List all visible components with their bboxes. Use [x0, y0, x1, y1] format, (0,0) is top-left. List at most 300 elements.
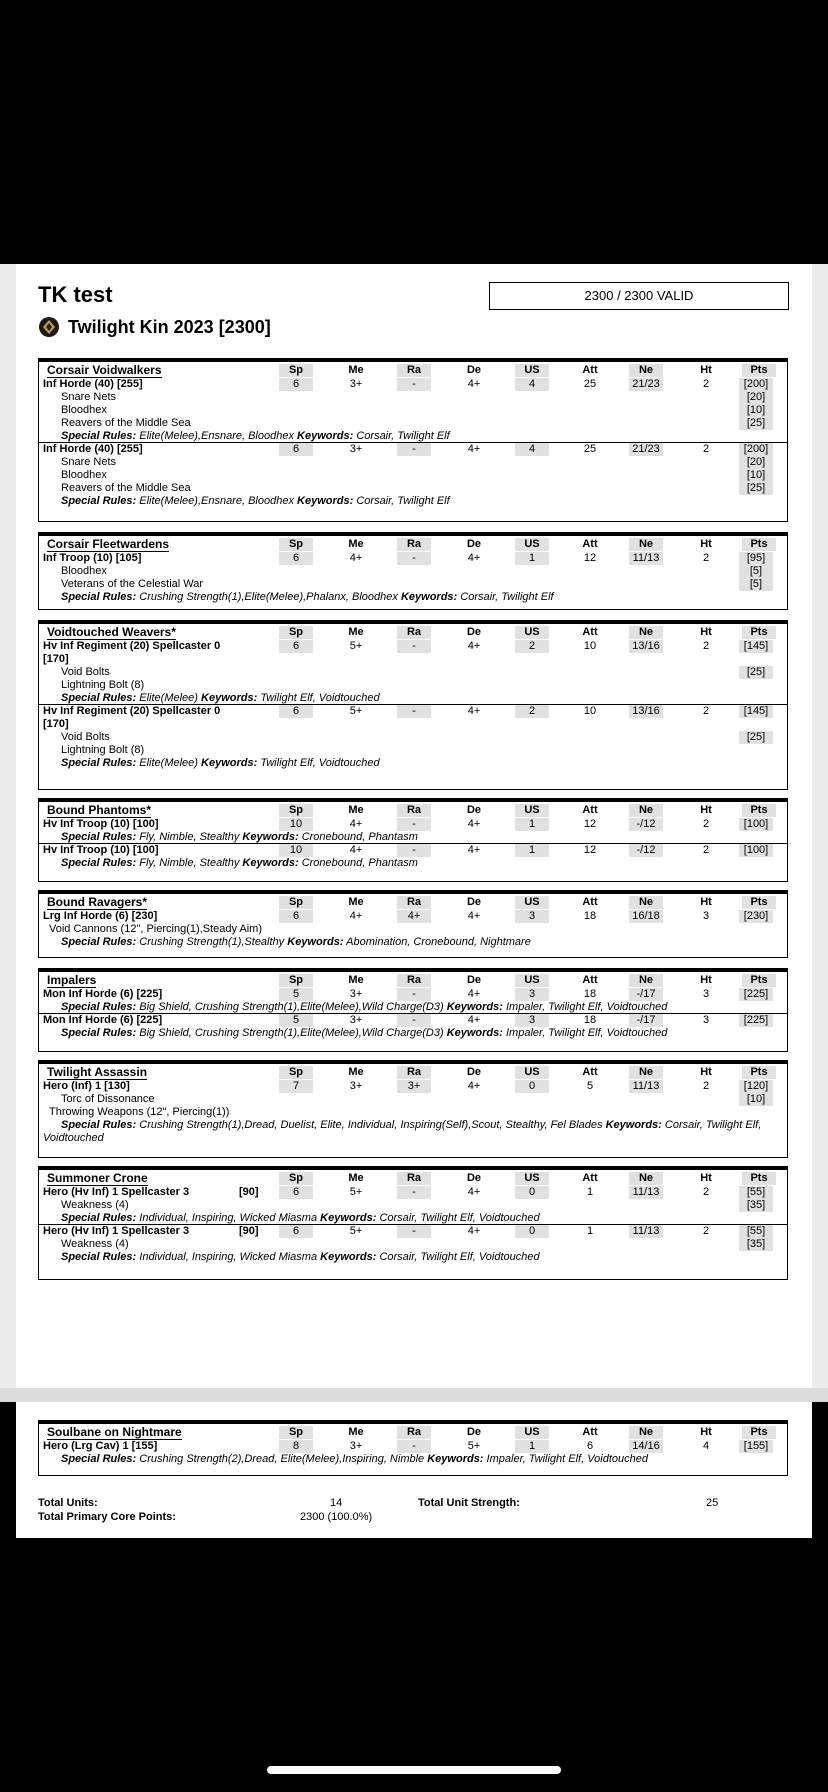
stat-att: 10	[583, 640, 597, 652]
stat-ne: 21/23	[629, 443, 663, 456]
column-header-ra: Ra	[397, 1426, 431, 1439]
column-header-ne: Ne	[629, 364, 663, 377]
keywords-label: Keywords:	[287, 936, 344, 948]
keywords-label: Keywords:	[201, 692, 258, 704]
column-header-de: De	[466, 896, 482, 908]
stat-us: 1	[515, 818, 549, 831]
unit-block	[38, 358, 788, 522]
page-margin-right	[812, 264, 828, 1388]
unit-type: Hero (Lrg Cav) 1 [155]	[43, 1440, 158, 1452]
special-rules-text: Fly, Nimble, Stealthy	[139, 831, 240, 843]
unit-points: [145]	[739, 640, 773, 653]
stat-ra: -	[397, 705, 431, 718]
unit-type-points: [90]	[239, 1186, 259, 1198]
unit-name: Corsair Fleetwardens	[47, 537, 170, 551]
stat-us: 1	[515, 552, 549, 565]
column-header-ht: Ht	[700, 896, 712, 908]
stat-de: 4+	[467, 988, 481, 1000]
column-header-ne: Ne	[629, 1066, 663, 1079]
stat-de: 4+	[467, 443, 481, 455]
stat-me: 3+	[349, 443, 363, 455]
stat-sp: 6	[279, 1225, 313, 1238]
stat-me: 5+	[349, 705, 363, 717]
stat-ne: -/17	[629, 988, 663, 1001]
special-rules-text: Elite(Melee)	[139, 757, 198, 769]
column-header-pts: Pts	[742, 1172, 776, 1185]
stat-sp: 5	[279, 1014, 313, 1027]
stat-ht: 2	[702, 552, 710, 564]
special-rules-label: Special Rules:	[61, 1453, 137, 1465]
column-header-me: Me	[348, 538, 364, 550]
stat-us: 2	[515, 640, 549, 653]
unit-name: Corsair Voidwalkers	[47, 363, 162, 377]
column-header-ra: Ra	[397, 1172, 431, 1185]
special-rules-label: Special Rules:	[61, 831, 137, 843]
column-header-pts: Pts	[742, 974, 776, 987]
weapon-text: Void Cannons (12", Piercing(1),Steady Aim)	[49, 923, 263, 935]
upgrade-points: [25]	[739, 666, 773, 679]
stat-att: 25	[583, 443, 597, 455]
stat-ne: -/12	[629, 818, 663, 831]
stat-de: 4+	[467, 1186, 481, 1198]
upgrade-name: Bloodhex	[61, 469, 107, 481]
page-margin-left	[0, 264, 16, 1388]
keywords-text: Cronebound, Phantasm	[301, 857, 418, 869]
keywords-cont: Voidtouched	[43, 1132, 104, 1144]
stat-att: 12	[583, 844, 597, 856]
keywords-text: Impaler, Twilight Elf, Voidtouched	[506, 1001, 668, 1013]
upgrade-points: [25]	[739, 731, 773, 744]
column-header-sp: Sp	[279, 1172, 313, 1185]
upgrade-name: Torc of Dissonance	[61, 1093, 155, 1105]
unit-points: [95]	[739, 552, 773, 565]
total-units-value: 14	[330, 1497, 343, 1509]
special-rules-text: Big Shield, Crushing Strength(1),Elite(Melee),Wild Charge(D3)	[139, 1001, 444, 1013]
special-rules-text: Elite(Melee)	[139, 692, 198, 704]
unit-type: Hv Inf Regiment (20) Spellcaster 0	[43, 705, 221, 717]
unit-name: Voidtouched Weavers*	[47, 625, 176, 639]
column-header-ra: Ra	[397, 626, 431, 639]
unit-block	[38, 532, 788, 610]
stat-de: 4+	[467, 1225, 481, 1237]
special-rules-label: Special Rules:	[61, 1212, 137, 1224]
stat-me: 3+	[349, 988, 363, 1000]
unit-type: Hero (Inf) 1 [130]	[43, 1080, 130, 1092]
column-header-ra: Ra	[397, 896, 431, 909]
column-header-att: Att	[582, 538, 598, 550]
column-header-pts: Pts	[742, 538, 776, 551]
stat-ne: -/12	[629, 844, 663, 857]
stat-sp: 6	[279, 443, 313, 456]
stat-ne: 11/13	[629, 552, 663, 565]
column-header-sp: Sp	[279, 804, 313, 817]
column-header-us: US	[515, 1172, 549, 1185]
keywords-label: Keywords:	[427, 1453, 484, 1465]
stat-ra: -	[397, 640, 431, 653]
stat-me: 3+	[349, 1080, 363, 1092]
stat-ht: 2	[702, 1186, 710, 1198]
column-header-ht: Ht	[700, 1066, 712, 1078]
column-header-pts: Pts	[742, 1066, 776, 1079]
stat-me: 4+	[349, 818, 363, 830]
special-rules-label: Special Rules:	[61, 495, 137, 507]
special-rules-text: Crushing Strength(2),Dread, Elite(Melee),Inspiring, Nimble	[139, 1453, 425, 1465]
stat-me: 4+	[349, 844, 363, 856]
keywords-text: Corsair, Twilight Elf, Voidtouched	[379, 1212, 540, 1224]
stat-ra: -	[397, 378, 431, 391]
stat-de: 4+	[467, 844, 481, 856]
stat-de: 4+	[467, 818, 481, 830]
unit-type: Lrg Inf Horde (6) [230]	[43, 910, 158, 922]
column-header-ra: Ra	[397, 538, 431, 551]
stat-att: 12	[583, 552, 597, 564]
stat-me: 4+	[349, 552, 363, 564]
stat-ht: 4	[702, 1440, 710, 1452]
column-header-ne: Ne	[629, 626, 663, 639]
special-rules-text: Big Shield, Crushing Strength(1),Elite(Melee),Wild Charge(D3)	[139, 1027, 444, 1039]
stat-us: 0	[515, 1186, 549, 1199]
upgrade-name: Weakness (4)	[61, 1238, 129, 1250]
stat-ra: -	[397, 818, 431, 831]
unit-points: [145]	[739, 705, 773, 718]
unit-points: [230]	[739, 910, 773, 923]
points-status-box: 2300 / 2300 VALID	[489, 282, 789, 310]
column-header-att: Att	[582, 1426, 598, 1438]
upgrade-points: [20]	[739, 391, 773, 404]
unit-block	[38, 1060, 788, 1158]
special-rules-text: Individual, Inspiring, Wicked Miasma	[139, 1212, 318, 1224]
stat-ne: 13/16	[629, 705, 663, 718]
unit-name: Bound Ravagers*	[47, 895, 148, 909]
column-header-sp: Sp	[279, 1066, 313, 1079]
column-header-me: Me	[348, 364, 364, 376]
stat-att: 18	[583, 1014, 597, 1026]
unit-type-points: [90]	[239, 1225, 259, 1237]
unit-points: [225]	[739, 1014, 773, 1027]
special-rules-text: Crushing Strength(1),Stealthy	[139, 936, 285, 948]
column-header-me: Me	[348, 1172, 364, 1184]
unit-points: [155]	[739, 1440, 773, 1453]
stat-de: 4+	[467, 705, 481, 717]
upgrade-name: Bloodhex	[61, 565, 107, 577]
stat-us: 1	[515, 1440, 549, 1453]
upgrade-points: [35]	[739, 1199, 773, 1212]
keywords-label: Keywords:	[297, 430, 354, 442]
stat-us: 0	[515, 1225, 549, 1238]
keywords-text: Corsair, Twilight Elf,	[664, 1119, 762, 1131]
special-rules-text: Elite(Melee),Ensnare, Bloodhex	[139, 495, 294, 507]
column-header-sp: Sp	[279, 974, 313, 987]
keywords-text: Corsair, Twilight Elf	[356, 495, 450, 507]
keywords-text: Impaler, Twilight Elf, Voidtouched	[486, 1453, 648, 1465]
stat-att: 18	[583, 988, 597, 1000]
column-header-us: US	[515, 364, 549, 377]
column-header-me: Me	[348, 804, 364, 816]
stat-ht: 3	[702, 910, 710, 922]
column-header-us: US	[515, 538, 549, 551]
column-header-de: De	[466, 626, 482, 638]
stat-us: 2	[515, 705, 549, 718]
upgrade-name: Veterans of the Celestial War	[61, 578, 204, 590]
unit-block	[38, 798, 788, 882]
column-header-att: Att	[582, 364, 598, 376]
keywords-text: Abomination, Cronebound, Nightmare	[346, 936, 531, 948]
keywords-text: Twilight Elf, Voidtouched	[260, 757, 380, 769]
stat-sp: 6	[279, 552, 313, 565]
stat-ht: 2	[702, 844, 710, 856]
upgrade-points: [25]	[739, 417, 773, 430]
keywords-text: Impaler, Twilight Elf, Voidtouched	[506, 1027, 668, 1039]
column-header-ht: Ht	[700, 538, 712, 550]
column-header-ra: Ra	[397, 364, 431, 377]
column-header-me: Me	[348, 974, 364, 986]
stat-ht: 3	[702, 988, 710, 1000]
keywords-label: Keywords:	[320, 1212, 377, 1224]
unit-type-cont: [170]	[43, 718, 69, 730]
home-indicator[interactable]	[267, 1766, 561, 1774]
unit-name: Bound Phantoms*	[47, 803, 151, 817]
stat-att: 25	[583, 378, 597, 390]
stat-us: 3	[515, 988, 549, 1001]
stat-sp: 10	[279, 818, 313, 831]
column-header-ne: Ne	[629, 1172, 663, 1185]
column-header-pts: Pts	[742, 626, 776, 639]
unit-points: [100]	[739, 818, 773, 831]
column-header-att: Att	[582, 626, 598, 638]
stat-att: 1	[586, 1186, 594, 1198]
stat-sp: 8	[279, 1440, 313, 1453]
keywords-text: Cronebound, Phantasm	[301, 831, 418, 843]
keywords-text: Corsair, Twilight Elf, Voidtouched	[379, 1251, 540, 1263]
total-strength-label: Total Unit Strength:	[418, 1497, 520, 1509]
stat-att: 6	[586, 1440, 594, 1452]
unit-name: Soulbane on Nightmare	[47, 1425, 182, 1439]
column-header-us: US	[515, 974, 549, 987]
keywords-label: Keywords:	[297, 495, 354, 507]
upgrade-name: Snare Nets	[61, 456, 117, 468]
special-rules	[61, 1119, 761, 1132]
upgrade-points: [10]	[739, 1093, 773, 1106]
unit-type: Hv Inf Regiment (20) Spellcaster 0	[43, 640, 221, 652]
column-header-ra: Ra	[397, 974, 431, 987]
column-header-att: Att	[582, 1066, 598, 1078]
stat-ht: 2	[702, 1080, 710, 1092]
upgrade-points: [25]	[739, 482, 773, 495]
stat-me: 5+	[349, 1186, 363, 1198]
upgrade-points: [10]	[739, 404, 773, 417]
keywords-label: Keywords:	[201, 757, 258, 769]
upgrade-name: Void Bolts	[61, 731, 110, 743]
keywords-label: Keywords:	[242, 857, 299, 869]
stat-de: 4+	[467, 552, 481, 564]
stat-me: 3+	[349, 1440, 363, 1452]
special-rules-label: Special Rules:	[61, 857, 137, 869]
stat-ra: -	[397, 1186, 431, 1199]
special-rules	[61, 857, 418, 870]
stat-de: 4+	[467, 1080, 481, 1092]
stat-ne: 11/13	[629, 1080, 663, 1093]
special-rules	[61, 1027, 667, 1040]
column-header-us: US	[515, 896, 549, 909]
keywords-text: Corsair, Twilight Elf	[356, 430, 450, 442]
upgrade-points: [5]	[739, 578, 773, 591]
stat-us: 3	[515, 910, 549, 923]
stat-us: 3	[515, 1014, 549, 1027]
special-rules	[61, 495, 450, 508]
column-header-sp: Sp	[279, 1426, 313, 1439]
special-rules-label: Special Rules:	[61, 757, 137, 769]
unit-type: Hero (Hv Inf) 1 Spellcaster 3	[43, 1225, 190, 1237]
column-header-ht: Ht	[700, 364, 712, 376]
stat-sp: 6	[279, 378, 313, 391]
special-rules-label: Special Rules:	[61, 1119, 137, 1131]
special-rules-label: Special Rules:	[61, 1001, 137, 1013]
special-rules-text: Crushing Strength(1),Elite(Melee),Phalanx, Bloodhex	[139, 591, 398, 603]
column-header-sp: Sp	[279, 364, 313, 377]
special-rules	[61, 1251, 540, 1264]
stat-ht: 2	[702, 1225, 710, 1237]
column-header-de: De	[466, 1426, 482, 1438]
unit-type: Mon Inf Horde (6) [225]	[43, 1014, 163, 1026]
column-header-att: Att	[582, 896, 598, 908]
stat-ra: 4+	[397, 910, 431, 923]
stat-ra: -	[397, 1014, 431, 1027]
stat-sp: 6	[279, 1186, 313, 1199]
stat-ht: 2	[702, 443, 710, 455]
stat-me: 5+	[349, 640, 363, 652]
column-header-ra: Ra	[397, 1066, 431, 1079]
column-header-ht: Ht	[700, 974, 712, 986]
column-header-us: US	[515, 804, 549, 817]
unit-block	[38, 968, 788, 1052]
column-header-pts: Pts	[742, 804, 776, 817]
upgrade-name: Reavers of the Middle Sea	[61, 482, 191, 494]
unit-points: [120]	[739, 1080, 773, 1093]
special-rules-label: Special Rules:	[61, 692, 137, 704]
stat-us: 1	[515, 844, 549, 857]
stat-att: 1	[586, 1225, 594, 1237]
special-rules-label: Special Rules:	[61, 1027, 137, 1039]
column-header-ne: Ne	[629, 538, 663, 551]
stat-me: 5+	[349, 1225, 363, 1237]
column-header-de: De	[466, 804, 482, 816]
core-points-value: 2300 (100.0%)	[300, 1511, 373, 1523]
upgrade-name: Snare Nets	[61, 391, 117, 403]
column-header-de: De	[466, 1172, 482, 1184]
special-rules	[61, 1453, 648, 1466]
unit-points: [225]	[739, 988, 773, 1001]
stat-att: 10	[583, 705, 597, 717]
column-header-sp: Sp	[279, 626, 313, 639]
stat-ne: 13/16	[629, 640, 663, 653]
army-title	[38, 316, 271, 338]
upgrade-name: Bloodhex	[61, 404, 107, 416]
special-rules	[61, 936, 531, 949]
stat-ra: -	[397, 1440, 431, 1453]
column-header-us: US	[515, 626, 549, 639]
stat-de: 4+	[467, 640, 481, 652]
stat-ne: 14/16	[629, 1440, 663, 1453]
stat-ht: 2	[702, 818, 710, 830]
column-header-ne: Ne	[629, 804, 663, 817]
stat-sp: 6	[279, 705, 313, 718]
unit-type: Mon Inf Horde (6) [225]	[43, 988, 163, 1000]
upgrade-name: Void Bolts	[61, 666, 110, 678]
upgrade-points: [10]	[739, 469, 773, 482]
column-header-att: Att	[582, 1172, 598, 1184]
stat-sp: 10	[279, 844, 313, 857]
total-strength-value: 25	[706, 1497, 719, 1509]
stat-de: 5+	[467, 1440, 481, 1452]
column-header-de: De	[466, 1066, 482, 1078]
unit-points: [200]	[739, 378, 773, 391]
stat-us: 4	[515, 378, 549, 391]
stat-sp: 6	[279, 910, 313, 923]
stat-ra: -	[397, 552, 431, 565]
stat-ne: 11/13	[629, 1225, 663, 1238]
special-rules-text: Elite(Melee),Ensnare, Bloodhex	[139, 430, 294, 442]
stat-att: 5	[586, 1080, 594, 1092]
special-rules-label: Special Rules:	[61, 430, 137, 442]
column-header-de: De	[466, 974, 482, 986]
stat-sp: 6	[279, 640, 313, 653]
stat-ht: 3	[702, 1014, 710, 1026]
keywords-label: Keywords:	[400, 591, 458, 603]
column-header-ht: Ht	[700, 1172, 712, 1184]
unit-name: Impalers	[47, 973, 97, 987]
stat-ne: 11/13	[629, 1186, 663, 1199]
column-header-me: Me	[348, 1426, 364, 1438]
unit-points: [200]	[739, 443, 773, 456]
unit-block	[38, 1166, 788, 1280]
stat-ht: 2	[702, 378, 710, 390]
upgrade-points: [20]	[739, 456, 773, 469]
stat-sp: 7	[279, 1080, 313, 1093]
column-header-ht: Ht	[700, 804, 712, 816]
column-header-us: US	[515, 1426, 549, 1439]
special-rules-text: Crushing Strength(1),Dread, Duelist, Elite, Individual, Inspiring(Self),Scout, Stealthy, Fel Blades	[139, 1119, 603, 1131]
core-points-label: Total Primary Core Points:	[38, 1511, 176, 1523]
stat-att: 18	[583, 910, 597, 922]
special-rules-label: Special Rules:	[61, 936, 137, 948]
stat-de: 4+	[467, 910, 481, 922]
stat-ra: -	[397, 1225, 431, 1238]
unit-type: Hero (Hv Inf) 1 Spellcaster 3	[43, 1186, 190, 1198]
stat-ra: 3+	[397, 1080, 431, 1093]
unit-type-cont: [170]	[43, 653, 69, 665]
special-rules	[61, 591, 554, 604]
stat-me: 4+	[349, 910, 363, 922]
special-rules-text: Fly, Nimble, Stealthy	[139, 857, 240, 869]
keywords-text: Twilight Elf, Voidtouched	[260, 692, 380, 704]
keywords-label: Keywords:	[242, 831, 299, 843]
stat-us: 0	[515, 1080, 549, 1093]
stat-de: 4+	[467, 1014, 481, 1026]
list-title: TK test	[38, 282, 113, 307]
unit-type: Inf Horde (40) [255]	[43, 443, 143, 455]
stat-ra: -	[397, 988, 431, 1001]
upgrade-points: [35]	[739, 1238, 773, 1251]
upgrade-name: Weakness (4)	[61, 1199, 129, 1211]
stat-ne: 21/23	[629, 378, 663, 391]
stat-ne: -/17	[629, 1014, 663, 1027]
page-gap	[0, 1388, 828, 1402]
column-header-de: De	[466, 538, 482, 550]
unit-points: [55]	[739, 1225, 773, 1238]
unit-name: Summoner Crone	[47, 1171, 148, 1185]
unit-block	[38, 890, 788, 958]
stat-ra: -	[397, 443, 431, 456]
